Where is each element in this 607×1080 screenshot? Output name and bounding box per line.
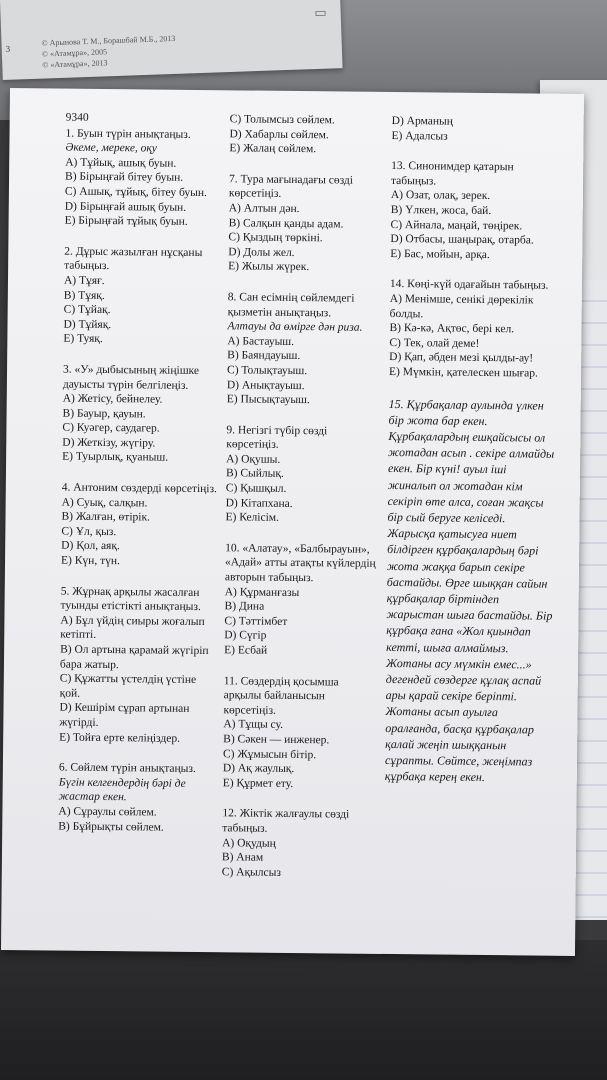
answer-option: C) Куәгер, саудагер.	[62, 421, 160, 435]
answer-option: C) Толымсыз сөйлем.	[229, 113, 335, 127]
answer-option: D) Қап, әбден мезі қылды-ау!	[389, 351, 534, 365]
answer-option: B) Тұяқ.	[63, 289, 105, 302]
answer-option: B) Бұйрықты сөйлем.	[58, 820, 164, 834]
test-paper	[1, 88, 584, 956]
question-text: 8. Сан есімнің сөйлемдегі қызметін анықтаңыз.	[227, 291, 355, 319]
answer-option: D) Арманың	[391, 114, 453, 128]
answer-option: B) Сәкен — инженер.	[223, 733, 330, 747]
question-example: Алтауы да өмірге дән риза.	[227, 320, 363, 334]
column-3	[385, 114, 560, 786]
answer-option: C) Тек, олай деме!	[389, 336, 480, 350]
answer-option: D) Қол, аяқ.	[61, 539, 120, 553]
document-code: 9340	[65, 111, 89, 124]
question-text: 5. Жұрнақ арқылы жасалған туынды етістікті анықтаңыз.	[60, 585, 201, 614]
answer-option: E) Бас, мойын, арқа.	[390, 247, 490, 261]
answer-option: D) Жеткізу, жүгіру.	[62, 436, 156, 450]
answer-option: D) Кешірім сұрап артынан жүгірді.	[59, 701, 190, 729]
answer-option: D) Анықтауыш.	[226, 378, 305, 392]
answer-option: C) Толықтауыш.	[226, 364, 308, 378]
answer-option: B) Үлкен, жоса, бай.	[390, 203, 492, 218]
copyright-line: © «Атамұра», 2013	[42, 58, 108, 70]
question-block	[65, 126, 222, 230]
answer-option: A) Оқушы.	[226, 453, 281, 466]
question-text: 2. Дұрыс жазылған нұсқаны табыңыз.	[64, 245, 203, 273]
answer-option: B) Ол артына қарамай жүгіріп бара жатыр.	[59, 643, 209, 671]
answer-option: B) Бірыңғай бітеу буын.	[65, 170, 184, 185]
column-2	[222, 112, 385, 897]
answer-option: D) Долы жел.	[228, 246, 295, 259]
question-block	[63, 244, 220, 348]
answer-option: C) Айнала, маңай, төңірек.	[390, 218, 523, 232]
answer-option: C) Ұл, қыз.	[61, 525, 117, 538]
passage-question: 15. Құрбақалар аулында үлкен бір жота бар екен. Құрбақалардың ешқайсысы ол жотадан асып . секіре алмайды екен. Бір күні! ауыл іші жиналып ол жотадан кім секіріп өте алса, соған жақсы бір сый беруге келіседі. Жарысқа қатысуға ниет білдірген құрбақалардың бәрі жота жаққа барып секіре бастайды. Өрге шыққан сайын құрбақалар біртіндеп жарыстан шыға бастайды. Бір құрбақа ғана «Жол қиындап кетті, шыға алмаймыз. Жотаны асу мүмкін емес...» дегендей сөздерге құлақ аспай ары қарай секіре беріпті. Жотаны асып ауылға оралғанда, басқа құрбақалар қалай жеңіп шыққанын сұрапты. Сөйтсе, жеңімпаз құрбақа керең екен.	[384, 396, 555, 785]
book-icon: ▭	[314, 4, 327, 21]
answer-option: C) Тәттімбет	[224, 615, 288, 628]
answer-option: D) Тұйяқ.	[63, 318, 112, 331]
answer-option: A) Менімше, сенікі дөрекілік болды.	[389, 292, 534, 320]
page-number: 3	[5, 43, 11, 54]
question-text: 14. Көңі-күй одағайын табыңыз.	[389, 278, 549, 292]
answer-option: E) Жылы жүрек.	[228, 260, 310, 274]
question-block	[224, 541, 380, 659]
question-block	[390, 159, 559, 263]
question-text: 13. Синонимдер қатарын табыңыз.	[390, 160, 514, 188]
question-text: 4. Антоним сөздерді көрсетіңіз.	[61, 481, 218, 496]
answer-option: A) Тұщы су.	[223, 718, 284, 732]
question-text: 12. Жіктік жалғаулы сөзді табыңыз.	[222, 807, 350, 835]
answer-option: A) Тұяғ.	[63, 274, 105, 287]
answer-option: C) Жұмысын бітір.	[222, 747, 317, 761]
answer-option: E) Туяқ.	[63, 332, 103, 346]
answer-option: A) Сұраулы сөйлем.	[58, 805, 157, 819]
question-block	[228, 172, 384, 276]
question-text: 1. Буын түрін анықтаңыз.	[65, 127, 191, 141]
answer-option: B) Салқын қанды адам.	[228, 216, 344, 231]
question-block	[58, 761, 215, 836]
question-block	[62, 362, 219, 466]
question-block	[389, 277, 558, 381]
question-text: 7. Тура мағынадағы сөзді көрсетіңіз.	[228, 173, 354, 201]
answer-option: B) Баяндауыш.	[227, 349, 301, 363]
answer-option: E) Туырлық, қуаныш.	[62, 451, 169, 465]
question-block	[223, 674, 379, 792]
question-text: 6. Сөйлем түрін анықтаңыз.	[58, 761, 196, 776]
question-block	[227, 290, 383, 408]
answer-option: E) Мүмкін, қателескен шығар.	[388, 365, 538, 380]
answer-option: E) Бірыңғай тұйық буын.	[64, 214, 188, 229]
answer-option: A) Оқудың	[222, 836, 276, 850]
answer-option: E) Есбай	[224, 644, 268, 657]
answer-option: E) Күн, түн.	[60, 554, 120, 568]
question-block	[59, 584, 217, 746]
answer-option: A) Суық, салқын.	[61, 496, 148, 510]
question-text: 3. «У» дыбысының жіңішке дауысты түрін белгілеңіз.	[62, 363, 200, 392]
answer-option: D) Хабарлы сөйлем.	[229, 127, 329, 141]
answer-option: C) Тұйақ.	[63, 303, 111, 317]
answer-option: D) Кітапхана.	[225, 496, 293, 510]
answer-option: A) Озат, олақ, зерек.	[390, 189, 491, 203]
answer-option: E) Адалсыз	[391, 129, 448, 143]
answer-option: A) Құрманғазы	[224, 585, 300, 599]
answer-option: C) Қышқыл.	[225, 482, 287, 495]
question-text: 10. «Алатау», «Балбырауын», «Адай» атты атақты күйлердің авторын табыңыз.	[224, 542, 376, 585]
question-text: 11. Сөздердің қосымша арқылы байланысын көрсетіңіз.	[223, 674, 339, 717]
answer-option: B) Анам	[221, 851, 264, 864]
question-block	[391, 114, 559, 145]
answer-option: D) Бірыңғай ашық буын.	[64, 200, 187, 214]
answer-option: C) Қыздың төркіні.	[228, 231, 323, 245]
answer-option: B) Сыйлық.	[225, 467, 284, 481]
copyright-line: © «Атамұра», 2005	[41, 47, 108, 59]
copyright-line: © Арынова Т. М., Борашбай М.Б., 2013	[41, 33, 176, 48]
question-example: Бүгін келгендердің бәрі де жастар екен.	[58, 776, 186, 804]
question-list	[389, 114, 560, 381]
answer-option: C) Құжатты үстелдің үстіне қой.	[59, 672, 197, 700]
answer-option: E) Келісім.	[225, 511, 280, 525]
answer-option: A) Тұйық, ашық буын.	[65, 156, 177, 170]
answer-option: B) Дина	[224, 600, 265, 613]
question-block	[61, 481, 218, 570]
answer-option: B) Жалған, өтірік.	[61, 510, 151, 524]
question-text: 9. Негізгі түбір сөзді көрсетіңіз.	[226, 423, 328, 452]
question-block	[225, 423, 381, 527]
answer-option: A) Бұл үйдің сиыры жоғалып кетіпті.	[60, 614, 205, 642]
answer-option: A) Алтын дән.	[228, 202, 300, 216]
desk-surface	[0, 940, 607, 1080]
answer-option: C) Ақылсыз	[221, 865, 281, 879]
background-sheet	[0, 0, 343, 80]
answer-option: E) Пысықтауыш.	[226, 393, 310, 407]
answer-option: D) Ақ жаулық.	[222, 762, 295, 776]
answer-option: B) Кә-кә, Ақтөс, бері кел.	[389, 322, 515, 336]
answer-option: D) Отбасы, шаңырақ, отарба.	[390, 233, 534, 247]
answer-option: B) Бауыр, қауын.	[62, 407, 146, 421]
answer-option: A) Бастауыш.	[227, 335, 295, 348]
answer-option: C) Ашық, тұйық, бітеу буын.	[64, 185, 208, 200]
answer-option: E) Құрмет ету.	[222, 777, 294, 790]
answer-option: E) Жалаң сөйлем.	[229, 142, 317, 156]
question-example: Әкеме, мереке, оқу	[65, 141, 158, 155]
question-block	[222, 807, 378, 882]
answer-option: D) Сүгір	[224, 629, 267, 643]
answer-option: E) Тойға ерте келіңіздер.	[59, 731, 181, 745]
question-block	[229, 112, 384, 157]
column-1	[58, 111, 222, 852]
answer-option: A) Жетісу, бейнелеу.	[62, 392, 163, 406]
